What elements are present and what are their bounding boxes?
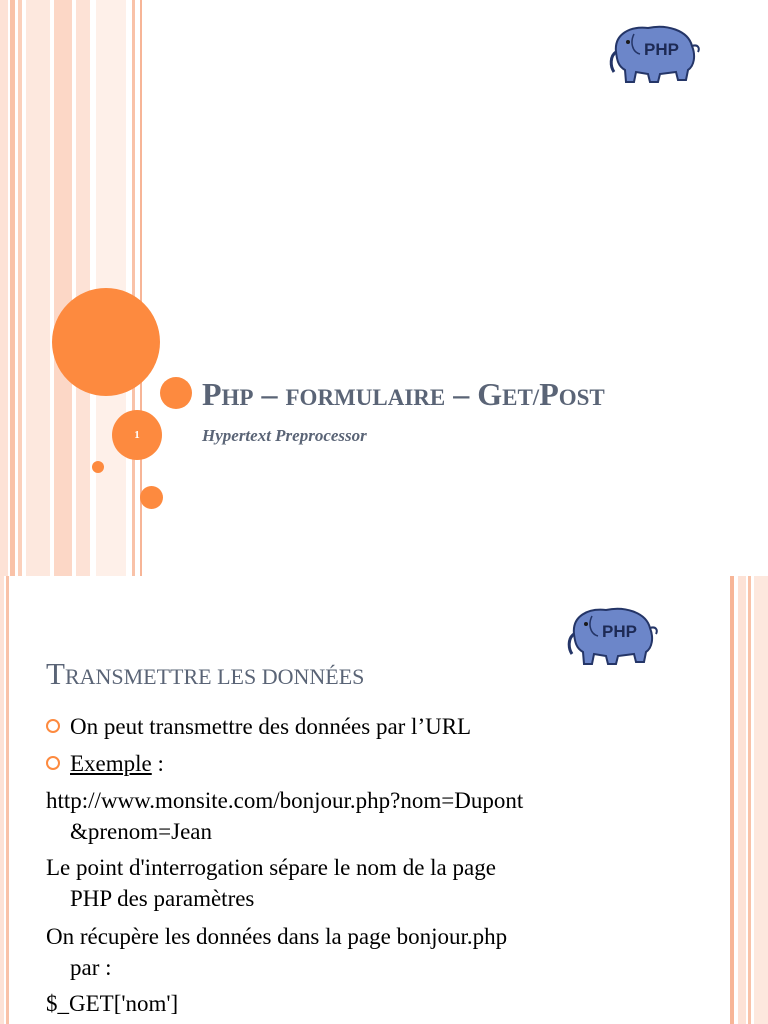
code-line: $_GET['nom'] [46,991,179,1016]
text-line: Le point d'interrogation sépare le nom de la page [46,855,496,880]
decorative-stripes-right [730,576,768,1024]
example-url-continuation: &prenom=Jean [70,819,212,844]
page-number-badge: 1 [112,410,162,460]
tiny-orange-circle [92,461,104,473]
svg-text:PHP: PHP [644,40,679,59]
bullet-circle-icon [46,719,60,733]
small-orange-circle-bottom [140,486,163,509]
svg-text:PHP: PHP [602,622,637,641]
text-line-continuation: par : [70,955,112,980]
small-orange-circle [160,377,192,409]
large-orange-circle [52,288,160,396]
content-slide [0,576,768,1024]
decorative-stripes [0,0,150,576]
bullet-item: Exemple : [46,751,164,777]
text-line: On récupère les données dans la page bonjour.php [46,924,508,949]
bullet-circle-icon [46,756,60,770]
slide-title: TRANSMETTRE LES DONNÉES [46,656,365,691]
php-elephant-logo [608,22,702,86]
example-url-line: http://www.monsite.com/bonjour.php?nom=Dupont [46,788,524,813]
bullet-item: On peut transmettre des données par l’URL [46,714,471,740]
php-elephant-logo [566,604,660,668]
text-line-continuation: PHP des paramètres [70,886,255,911]
decorative-stripes-left [0,576,12,1024]
slide-title: PHP – FORMULAIRE – GET/POST [202,376,605,412]
slide-subtitle: Hypertext Preprocessor [202,426,367,445]
